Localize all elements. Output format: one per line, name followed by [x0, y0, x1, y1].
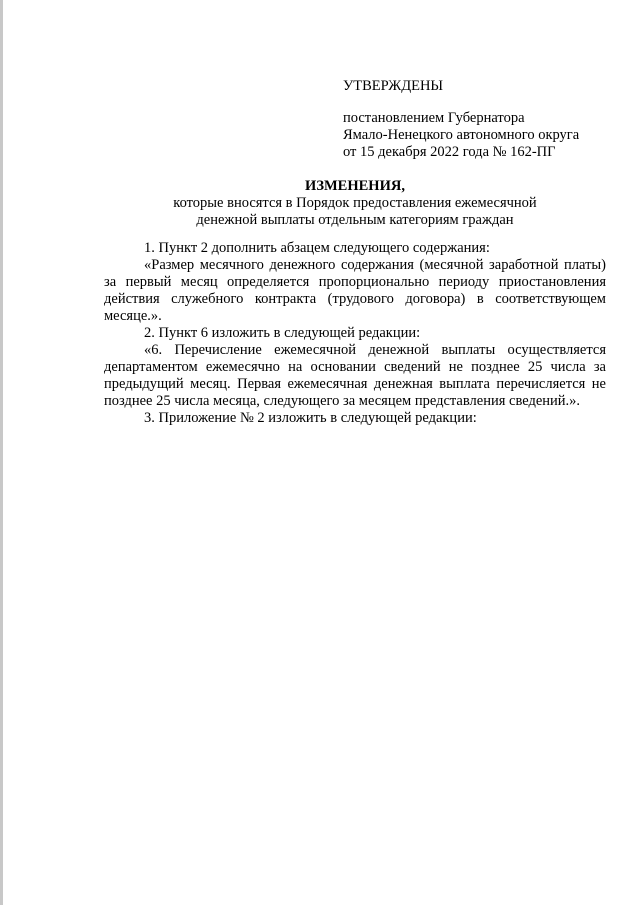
- document-title: ИЗМЕНЕНИЯ,: [305, 178, 405, 194]
- approval-line: постановлением Губернатора: [343, 110, 525, 126]
- document-subtitle: которые вносятся в Порядок предоставления ежемесячной: [173, 195, 537, 211]
- body-paragraph: «6. Перечисление ежемесячной денежной выплаты осуществляется департаментом ежемесячно на основании сведений не позднее 25 числа за предыдущий месяц. Первая ежемесячная денежная выплата перечисляется не позднее 25 числа месяца, следующего за месяцем представления сведений.».: [104, 342, 606, 409]
- approval-line: Ямало-Ненецкого автономного округа: [343, 127, 580, 143]
- page-left-edge: [0, 0, 3, 905]
- document-title-block: [104, 178, 606, 229]
- body-paragraph: 2. Пункт 6 изложить в следующей редакции:: [144, 325, 421, 341]
- approval-block: [343, 78, 579, 161]
- body-paragraph: 1. Пункт 2 дополнить абзацем следующего содержания:: [144, 240, 490, 256]
- body-paragraph: 3. Приложение № 2 изложить в следующей редакции:: [144, 410, 477, 426]
- document-subtitle: денежной выплаты отдельным категориям граждан: [196, 212, 514, 228]
- approval-line: от 15 декабря 2022 года № 162-ПГ: [343, 144, 556, 160]
- approval-heading: УТВЕРЖДЕНЫ: [343, 78, 444, 94]
- body-paragraph: «Размер месячного денежного содержания (месячной заработной платы) за первый месяц определяется пропорционально периоду приостановления действия служебного контракта (трудового договора) в соответствующем месяце.».: [104, 257, 606, 324]
- document-body: [104, 240, 606, 427]
